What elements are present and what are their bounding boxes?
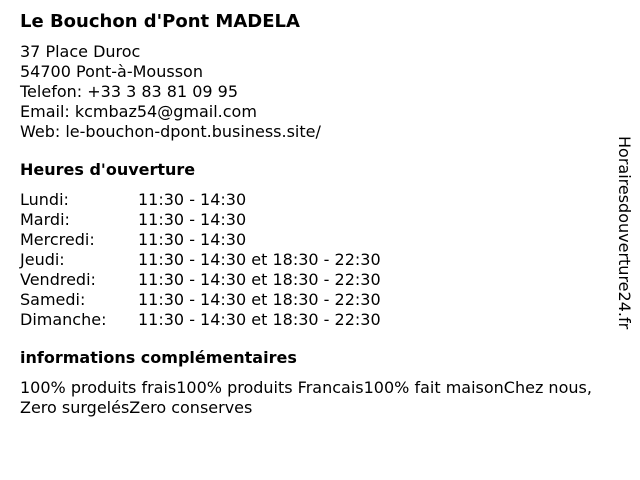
hours-time: 11:30 - 14:30 et 18:30 - 22:30 [138,290,381,309]
hours-row [20,290,381,310]
hours-time: 11:30 - 14:30 [138,210,247,229]
hours-time: 11:30 - 14:30 et 18:30 - 22:30 [138,250,381,269]
business-name: Le Bouchon d'Pont MADELA [20,11,300,32]
info-heading: informations complémentaires [20,348,297,367]
hours-day: Mercredi: [20,230,95,249]
watermark-text: Horairesdouverture24.fr [615,136,634,330]
hours-day: Lundi: [20,190,69,209]
hours-day: Jeudi: [20,250,65,269]
hours-row [20,270,381,290]
hours-row [20,190,381,210]
hours-time: 11:30 - 14:30 [138,190,247,209]
hours-row [20,230,381,250]
hours-day: Samedi: [20,290,86,309]
address-line-street: 37 Place Duroc [20,42,141,61]
hours-time: 11:30 - 14:30 et 18:30 - 22:30 [138,270,381,289]
hours-time: 11:30 - 14:30 et 18:30 - 22:30 [138,310,381,329]
email-text: Email: kcmbaz54@gmail.com [20,102,257,121]
hours-day: Vendredi: [20,270,96,289]
hours-row [20,250,381,270]
info-text: 100% produits frais100% produits Francais100% fait maisonChez nous, Zero surgelésZero conserves [20,378,592,417]
website-text: Web: le-bouchon-dpont.business.site/ [20,122,321,141]
address-line-city: 54700 Pont-à-Mousson [20,62,203,81]
hours-day: Mardi: [20,210,70,229]
hours-time: 11:30 - 14:30 [138,230,247,249]
hours-row [20,310,381,330]
hours-table [20,190,381,330]
hours-day: Dimanche: [20,310,107,329]
phone-text: Telefon: +33 3 83 81 09 95 [20,82,239,101]
hours-row [20,210,381,230]
hours-heading: Heures d'ouverture [20,160,196,179]
business-card [20,10,616,418]
